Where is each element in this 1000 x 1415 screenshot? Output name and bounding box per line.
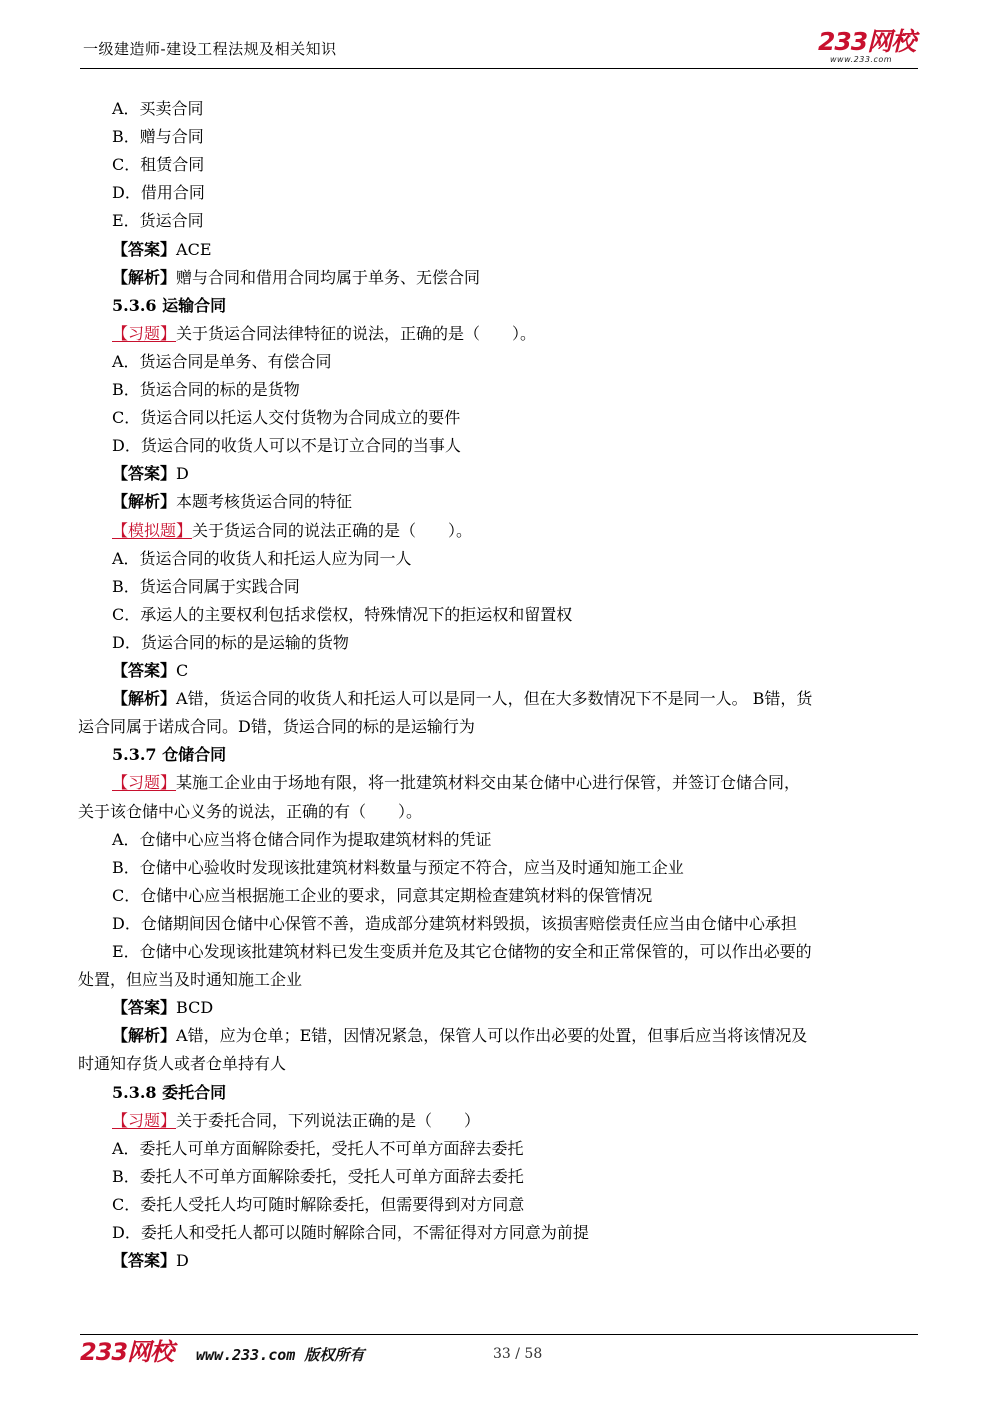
line-text: D．货运合同的收货人可以不是订立合同的当事人 [112, 436, 461, 456]
answer-label: 【答案】 [112, 1251, 177, 1271]
text-line [112, 1166, 524, 1188]
page-number: 33 / 58 [493, 1346, 543, 1362]
text-line [112, 379, 300, 401]
footer-divider [80, 1334, 918, 1335]
text-line [112, 126, 204, 148]
text-line [112, 885, 652, 907]
text-line [112, 1138, 524, 1160]
text-line [112, 520, 472, 542]
footer-copyright: www.233.com 版权所有 [196, 1346, 365, 1364]
section-heading: 5.3.6 运输合同 [112, 295, 227, 315]
line-text: A错，货运合同的收货人和托运人可以是同一人，但在大多数情况下不是同一人。 B错，货 [176, 689, 813, 709]
line-text: A错，应为仓单；E错，因情况紧急，保管人可以作出必要的处置，但事后应当将该情况及 [176, 1026, 808, 1046]
line-text: D．委托人和受托人都可以随时解除合同，不需征得对方同意为前提 [112, 1223, 589, 1242]
line-text: C．承运人的主要权利包括求偿权，特殊情况下的拒运权和留置权 [112, 604, 573, 624]
document-title: 一级建造师-建设工程法规及相关知识 [83, 40, 337, 58]
line-text: A．买卖合同 [112, 99, 204, 118]
line-text: A．货运合同是单务、有偿合同 [112, 351, 332, 371]
line-text: 关于货运合同法律特征的说法，正确的是（ ）。 [176, 323, 537, 343]
text-line [112, 435, 461, 457]
text-line [112, 1222, 589, 1244]
answer-label: 【解析】 [112, 1026, 177, 1046]
line-text: A．委托人可单方面解除委托，受托人不可单方面辞去委托 [112, 1138, 524, 1158]
line-text: D [176, 464, 189, 484]
text-line [78, 1053, 286, 1075]
line-text: 赠与合同和借用合同均属于单务、无偿合同 [176, 267, 481, 287]
text-line [78, 969, 302, 991]
answer-label: 【答案】 [112, 239, 177, 259]
line-text: B．货运合同的标的是货物 [112, 380, 300, 399]
line-text: D．仓储期间因仓储中心保管不善，造成部分建筑材料毁损，该损害赔偿责任应当由仓储中心承担 [112, 913, 797, 933]
line-text: B．赠与合同 [112, 127, 204, 147]
text-line [112, 604, 572, 626]
text-line [112, 576, 300, 598]
text-line [112, 407, 460, 429]
answer-label: 【解析】 [112, 492, 177, 512]
text-line [112, 548, 412, 570]
text-line [112, 239, 212, 261]
text-line [112, 1082, 226, 1104]
question-tag: 【习题】 [112, 1110, 177, 1130]
line-text: BCD [176, 998, 214, 1018]
site-logo: 233网校 [818, 27, 916, 56]
text-line [112, 295, 226, 317]
text-line [112, 941, 812, 963]
line-text: A．货运合同的收货人和托运人应为同一人 [112, 548, 412, 568]
line-text: C [176, 661, 189, 680]
line-text: B．仓储中心验收时发现该批建筑材料数量与预定不符合，应当及时通知施工企业 [112, 857, 684, 877]
line-text: 某施工企业由于场地有限，将一批建筑材料交由某仓储中心进行保管，并签订仓储合同， [176, 773, 801, 793]
line-text: 运合同属于诺成合同。D错，货运合同的标的是运输行为 [78, 717, 475, 737]
line-text: C．委托人受托人均可随时解除委托，但需要得到对方同意 [112, 1194, 525, 1214]
text-line [112, 913, 797, 935]
text-line [112, 1110, 480, 1132]
question-tag: 【习题】 [112, 773, 177, 793]
section-heading: 5.3.7 仓储合同 [112, 745, 227, 765]
line-text: 处置，但应当及时通知施工企业 [78, 970, 303, 990]
text-line [112, 98, 204, 120]
text-line [112, 323, 536, 345]
text-line [78, 801, 422, 823]
line-text: B．货运合同属于实践合同 [112, 576, 300, 596]
text-line [112, 210, 204, 232]
line-text: D [176, 1251, 189, 1271]
site-logo-url: www.233.com [830, 55, 893, 64]
text-line [112, 688, 812, 710]
line-text: D．货运合同的标的是运输的货物 [112, 632, 349, 652]
answer-label: 【解析】 [112, 689, 177, 709]
text-line [112, 491, 352, 513]
text-line [112, 857, 684, 879]
text-line [112, 660, 188, 682]
footer-logo: 233网校 [80, 1338, 174, 1366]
line-text: B．委托人不可单方面解除委托，受托人可单方面辞去委托 [112, 1166, 524, 1186]
text-line [112, 772, 800, 794]
text-line [112, 182, 205, 204]
line-text: C．仓储中心应当根据施工企业的要求，同意其定期检查建筑材料的保管情况 [112, 885, 653, 905]
line-text: C．租赁合同 [112, 155, 205, 175]
line-text: C．货运合同以托运人交付货物为合同成立的要件 [112, 408, 461, 428]
line-text: 关于该仓储中心义务的说法，正确的有（ ）。 [78, 801, 423, 821]
answer-label: 【解析】 [112, 267, 177, 287]
answer-label: 【答案】 [112, 998, 177, 1018]
line-text: A．仓储中心应当将仓储合同作为提取建筑材料的凭证 [112, 829, 492, 849]
text-line [112, 632, 349, 654]
line-text: 本题考核货运合同的特征 [176, 492, 353, 512]
text-line [112, 1250, 189, 1272]
header-divider [80, 68, 918, 69]
text-line [112, 1025, 807, 1047]
text-line [78, 716, 475, 738]
text-line [112, 829, 492, 851]
text-line [112, 463, 189, 485]
line-text: E．仓储中心发现该批建筑材料已发生变质并危及其它仓储物的安全和正常保管的，可以作出必要的 [112, 942, 812, 961]
text-line [112, 997, 213, 1019]
question-tag: 【习题】 [112, 323, 177, 343]
line-text: 关于货运合同的说法正确的是（ ）。 [192, 520, 473, 540]
answer-label: 【答案】 [112, 661, 177, 680]
answer-label: 【答案】 [112, 464, 177, 484]
text-line [112, 154, 204, 176]
section-heading: 5.3.8 委托合同 [112, 1082, 227, 1102]
text-line [112, 267, 480, 289]
line-text: ACE [176, 239, 212, 259]
text-line [112, 1194, 524, 1216]
text-line [112, 351, 332, 373]
line-text: 时通知存货人或者仓单持有人 [78, 1054, 287, 1074]
question-tag: 【模拟题】 [112, 520, 193, 540]
text-line [112, 744, 226, 766]
line-text: D．借用合同 [112, 183, 205, 203]
line-text: 关于委托合同，下列说法正确的是（ ） [176, 1110, 481, 1130]
line-text: E．货运合同 [112, 211, 204, 231]
